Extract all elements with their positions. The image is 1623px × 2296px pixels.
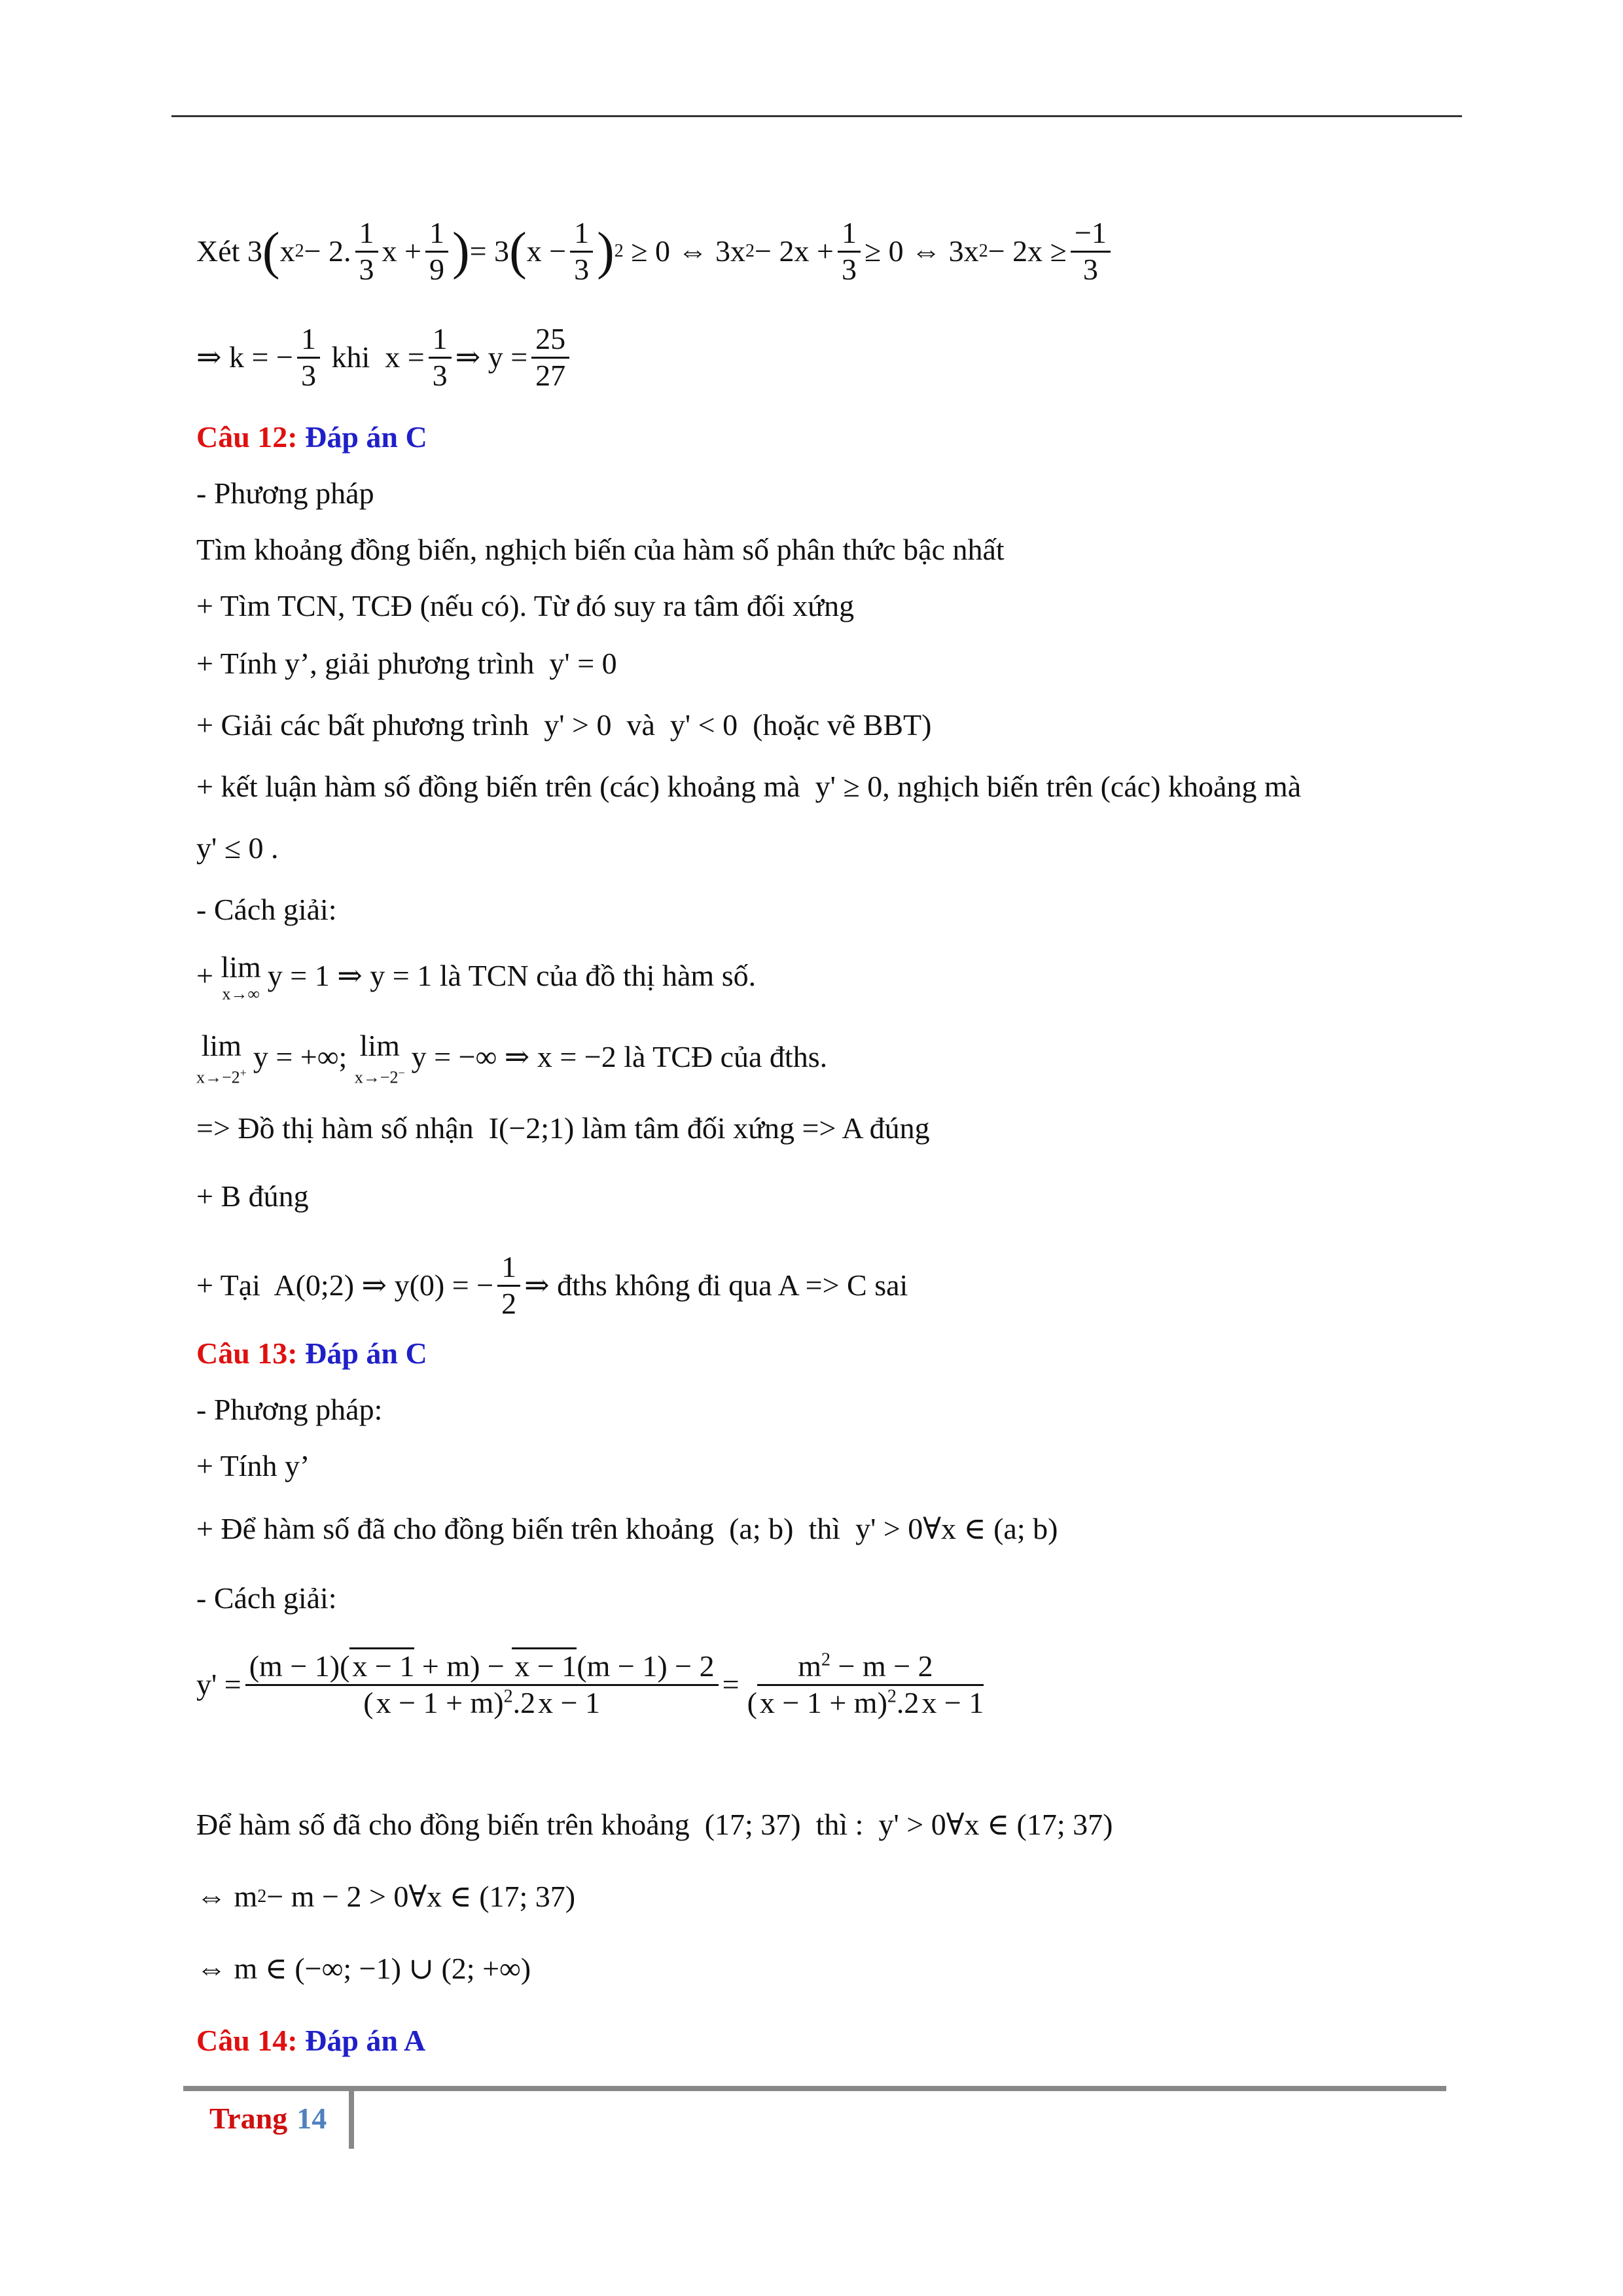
- q13-sol1: Để hàm số đã cho đồng biến trên khoảng (17; 37) thì : y' > 0∀x ∈ (17; 37): [196, 1806, 1113, 1843]
- q13-solution: - Cách giải:: [196, 1581, 337, 1615]
- q12-sol3: => Đồ thị hàm số nhận I(−2;1) làm tâm đối xứng => A đúng: [196, 1110, 930, 1147]
- q13-sol1-thi: thì :: [815, 1808, 864, 1841]
- q12-solution: - Cách giải:: [196, 893, 337, 926]
- q12-line6: y' ≤ 0 .: [196, 831, 279, 865]
- q13-line1: + Tính y’: [196, 1449, 310, 1482]
- q12-line4-text: + Giải các bất phương trình: [196, 708, 529, 742]
- q12-line3-text: + Tính y’, giải phương trình: [196, 647, 535, 680]
- q13-line2: + Để hàm số đã cho đồng biến trên khoảng (a; b) thì y' > 0∀x ∈ (a; b): [196, 1511, 1058, 1547]
- q12-title: [196, 419, 427, 456]
- header-rule: [171, 115, 1462, 117]
- q14-number: Câu 14:: [196, 2024, 298, 2057]
- q14-answer: Đáp án A: [305, 2024, 426, 2057]
- q12-line5-text: + kết luận hàm số đồng biến trên (các) khoảng mà: [196, 770, 800, 803]
- q12-answer: Đáp án C: [305, 420, 427, 454]
- q12-sol5-text: + Tại: [196, 1268, 260, 1302]
- q13-sol2: ⇔ m 2 − m − 2 > 0∀x ∈ (17; 37): [196, 1880, 576, 1913]
- footer-rule: [183, 2086, 1446, 2091]
- page-number: 14: [296, 2101, 327, 2135]
- q13-derivative: y' = $\frac{(m - 1)(x - 1 + m) - x - 1(m - 1) - 2}{(x - 1 + m)^2.2x - 1}$ = $\frac{m^2 - m - 2}{(x - 1 + m)^2.2x - 1}$: [196, 1649, 991, 1721]
- math-line-k: ⇒ k = − $\frac{1}{3}$ khi x = $\frac{1}{3}$ ⇒ y = $\frac{25}{27}$: [196, 322, 573, 393]
- page-label: Trang: [209, 2101, 288, 2135]
- q12-line4-and: và: [626, 708, 655, 742]
- q12-sol1: + lim x→∞ y = 1 ⇒ y = 1 là TCN của đồ thị hàm số.: [196, 950, 757, 1003]
- q13-line2-thi: thì: [808, 1512, 841, 1545]
- q13-number: Câu 13:: [196, 1336, 298, 1370]
- khi-label: khi: [331, 340, 370, 374]
- q12-line4: + Giải các bất phương trình y' > 0 và y' < 0 (hoặc vẽ BBT): [196, 707, 931, 744]
- q13-title: [196, 1335, 427, 1372]
- q12-sol1-text: là TCN của đồ thị hàm số.: [439, 959, 757, 992]
- q12-sol2: lim x→−2+ y = +∞; lim x→−2− y = −∞ ⇒ x = −2 là TCĐ của đths.: [196, 1029, 828, 1087]
- math-line-xet: Xét 3 ( x 2 − 2. $\frac{1}{3}$ x + $\frac{1}{9}$ ) = 3 ( x − $\frac{1}{3}$ ) 2 ≥ 0 ⇔ 3x 2 − 2x + $\frac{1}{3}$ ≥ 0 ⇔ 3x 2 − 2x ≥ $\frac{-1}{3}$: [196, 216, 1115, 287]
- q12-sol3-text2: làm tâm đối xứng => A đúng: [581, 1111, 930, 1145]
- q12-sol4: + B đúng: [196, 1179, 309, 1213]
- page-footer: [209, 2092, 327, 2144]
- q12-line4-bbt: (hoặc vẽ BBT): [753, 708, 932, 742]
- q12-sol5-text2: đths không đi qua A => C sai: [557, 1268, 908, 1302]
- q12-line5-text2: , nghịch biến trên (các) khoảng mà: [882, 770, 1302, 803]
- q13-sol3: ⇔ m ∈ (−∞; −1) ∪ (2; +∞): [196, 1952, 531, 1985]
- q13-sol1-text: Để hàm số đã cho đồng biến trên khoảng: [196, 1808, 690, 1841]
- q12-method: - Phương pháp: [196, 476, 374, 510]
- q14-title: [196, 2022, 425, 2059]
- q12-number: Câu 12:: [196, 420, 298, 454]
- q12-sol3-text: => Đồ thị hàm số nhận: [196, 1111, 474, 1145]
- q12-line3: + Tính y’, giải phương trình y' = 0: [196, 645, 617, 682]
- footer-divider: [349, 2091, 354, 2149]
- q13-method: - Phương pháp:: [196, 1393, 383, 1426]
- q13-answer: Đáp án C: [305, 1336, 427, 1370]
- xet-label: Xét: [196, 234, 240, 268]
- q13-line2-text: + Để hàm số đã cho đồng biến trên khoảng: [196, 1512, 715, 1545]
- q12-sol2-text: là TCĐ của đths.: [624, 1039, 828, 1073]
- q12-sol5: + Tại A(0;2) ⇒ y(0) = − $\frac{1}{2}$ ⇒ đths không đi qua A => C sai: [196, 1250, 908, 1320]
- q12-line1: Tìm khoảng đồng biến, nghịch biến của hàm số phân thức bậc nhất: [196, 533, 1005, 566]
- q12-line2: + Tìm TCN, TCĐ (nếu có). Từ đó suy ra tâm đối xứng: [196, 589, 855, 622]
- q12-line5: + kết luận hàm số đồng biến trên (các) khoảng mà y' ≥ 0 , nghịch biến trên (các) khoảng mà: [196, 768, 1301, 805]
